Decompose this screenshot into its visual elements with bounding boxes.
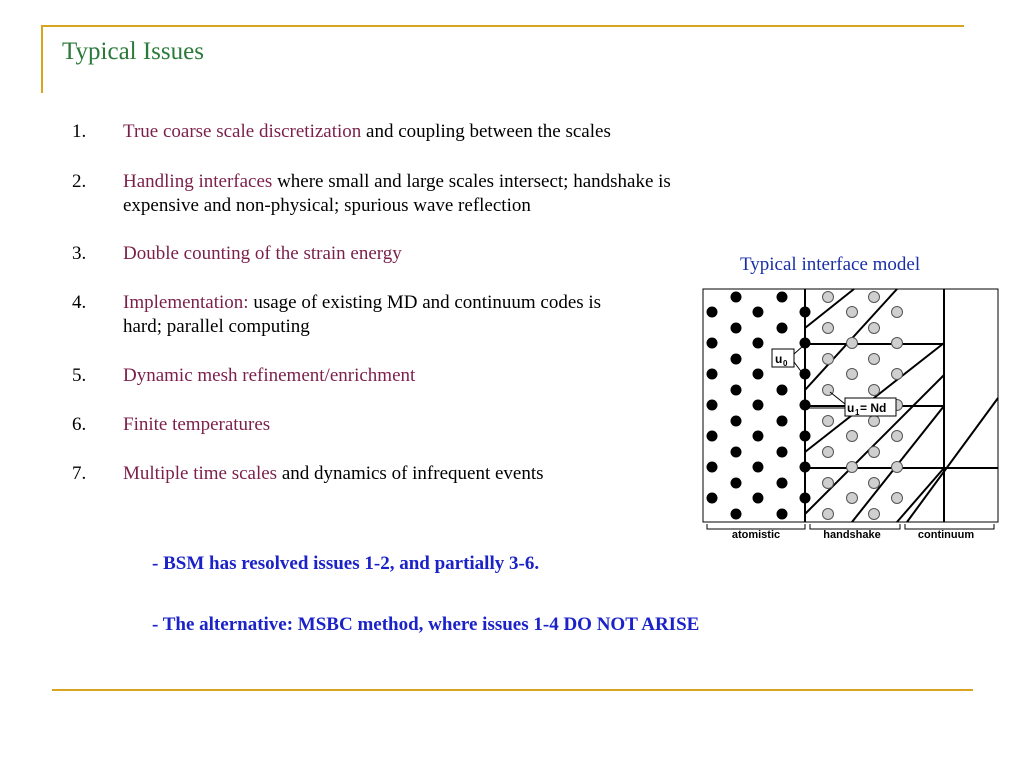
handshake-atom [869, 478, 880, 489]
handshake-atom [869, 354, 880, 365]
atom [707, 369, 718, 380]
handshake-atom [823, 447, 834, 458]
atom [707, 462, 718, 473]
handshake-atom [847, 462, 858, 473]
issue-item [72, 364, 415, 388]
handshake-atom [823, 509, 834, 520]
issue-highlight: Dynamic mesh refinement/enrichment [123, 365, 416, 386]
atom [731, 323, 742, 334]
interface-model-figure [702, 288, 1000, 546]
atom [753, 493, 764, 504]
issue-item [72, 413, 270, 437]
atom [777, 447, 788, 458]
u1-label [845, 398, 896, 417]
atom [777, 509, 788, 520]
atom [800, 462, 811, 473]
atom [777, 478, 788, 489]
atom [707, 400, 718, 411]
atom [753, 431, 764, 442]
issue-number: 2. [72, 171, 87, 192]
u0-label-sub: 0 [783, 359, 788, 368]
u1-label-main: u [847, 401, 855, 415]
issue-number: 3. [72, 243, 87, 264]
atom [800, 307, 811, 318]
atom [731, 478, 742, 489]
handshake-atom [892, 369, 903, 380]
issue-highlight: Finite temperatures [123, 414, 271, 435]
handshake-atom [847, 369, 858, 380]
atom [777, 385, 788, 396]
atom [777, 416, 788, 427]
issue-item [72, 291, 633, 339]
handshake-atom [847, 493, 858, 504]
top-accent-line [41, 25, 964, 27]
bottom-accent-line [52, 689, 973, 691]
issue-text: usage of existing MD and continuum codes is hard; parallel computing [123, 292, 602, 337]
atom [800, 431, 811, 442]
issue-highlight: Double counting of the strain energy [123, 243, 402, 264]
atom [800, 400, 811, 411]
note-msbc: - The alternative: MSBC method, where issues 1-4 DO NOT ARISE [152, 614, 700, 635]
issue-item [72, 462, 544, 486]
atom [707, 338, 718, 349]
slide-title: Typical Issues [62, 38, 204, 65]
issue-item [72, 170, 743, 218]
atom [707, 493, 718, 504]
atom [731, 509, 742, 520]
handshake-atom [823, 416, 834, 427]
u1-label-rest: = Nd [860, 401, 887, 415]
issue-text: and coupling between the scales [361, 121, 611, 142]
issue-item [72, 120, 611, 144]
handshake-atom [869, 416, 880, 427]
atom [731, 416, 742, 427]
handshake-atom [869, 447, 880, 458]
u1-label-sub: 1 [855, 408, 860, 417]
atom [800, 338, 811, 349]
issue-number: 7. [72, 463, 87, 484]
atom [707, 431, 718, 442]
atom [753, 462, 764, 473]
atom [753, 307, 764, 318]
atom [800, 493, 811, 504]
issue-item [72, 242, 402, 266]
atom [777, 323, 788, 334]
u0-label-main: u [775, 352, 783, 366]
atom [731, 354, 742, 365]
atom [777, 292, 788, 303]
handshake-atom [847, 431, 858, 442]
issue-highlight: True coarse scale discretization [123, 121, 362, 142]
handshake-atom [892, 338, 903, 349]
handshake-atom [847, 307, 858, 318]
atom [753, 400, 764, 411]
handshake-atom [823, 354, 834, 365]
issue-highlight: Multiple time scales [123, 463, 278, 484]
issue-number: 4. [72, 292, 87, 313]
atom [731, 447, 742, 458]
interface-model-diagram [702, 288, 1000, 546]
atom [753, 338, 764, 349]
handshake-atom [892, 493, 903, 504]
handshake-atom [869, 385, 880, 396]
region-label-continuum: continuum [917, 529, 975, 541]
atom [753, 369, 764, 380]
handshake-atom [823, 323, 834, 334]
handshake-atom [823, 292, 834, 303]
handshake-atom [847, 338, 858, 349]
handshake-atom [892, 307, 903, 318]
left-accent-line [41, 27, 43, 93]
issue-highlight: Handling interfaces [123, 171, 273, 192]
issue-highlight: Implementation: [123, 292, 249, 313]
atom [731, 385, 742, 396]
issue-number: 6. [72, 414, 87, 435]
handshake-atom [869, 292, 880, 303]
region-label-handshake: handshake [823, 529, 881, 541]
issue-number: 1. [72, 121, 87, 142]
u0-label [772, 349, 794, 368]
issue-text: where small and large scales intersect; handshake is expensive and non-physical; spurious wave reflection [123, 171, 671, 216]
issue-number: 5. [72, 365, 87, 386]
region-label-atomistic: atomistic [731, 529, 781, 541]
handshake-atom [869, 509, 880, 520]
handshake-atom [892, 431, 903, 442]
figure-caption: Typical interface model [740, 254, 921, 275]
atom [707, 307, 718, 318]
note-bsm: - BSM has resolved issues 1-2, and partially 3-6. [152, 553, 540, 574]
issue-text: and dynamics of infrequent events [277, 463, 544, 484]
handshake-atom [869, 323, 880, 334]
atom [731, 292, 742, 303]
handshake-atom [823, 478, 834, 489]
handshake-atom [892, 462, 903, 473]
atom [800, 369, 811, 380]
